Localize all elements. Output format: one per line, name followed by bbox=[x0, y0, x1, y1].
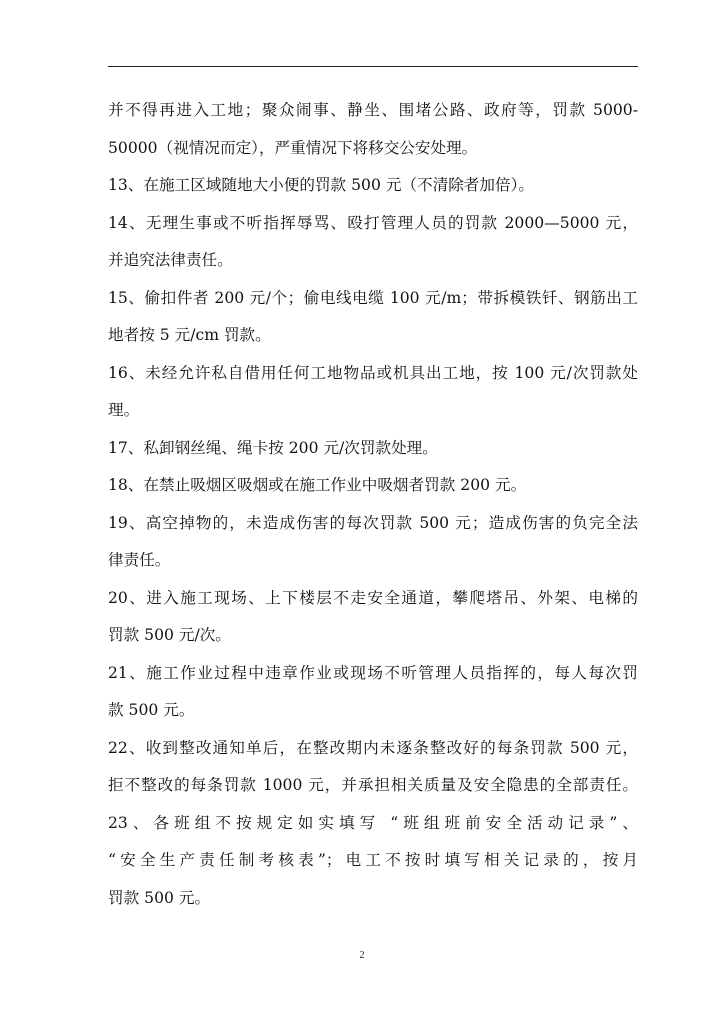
clause-17: 17、私卸钢丝绳、绳卡按 200 元/次罚款处理。 bbox=[108, 438, 438, 457]
text-line: 并追究法律责任。 bbox=[108, 251, 233, 269]
document-body bbox=[108, 92, 638, 917]
clause-18: 18、在禁止吸烟区吸烟或在施工作业中吸烟者罚款 200 元。 bbox=[108, 476, 527, 494]
text-line: 罚款 500 元。 bbox=[108, 888, 211, 907]
clause-15: 15、偷扣件者 200 元/个；偷电线电缆 100 元/m；带拆模铁钎、钢筋出工 bbox=[108, 288, 638, 307]
text-line: 律责任。 bbox=[108, 551, 171, 569]
text-line: 理。 bbox=[108, 401, 140, 419]
text-line: 罚款 500 元/次。 bbox=[108, 626, 231, 644]
page-number: 2 bbox=[359, 950, 365, 961]
clause-13: 13、在施工区域随地大小便的罚款 500 元（不清除者加倍）。 bbox=[108, 176, 534, 194]
text-line: 拒不整改的每条罚款 1000 元，并承担相关质量及安全隐患的全部责任。 bbox=[108, 776, 638, 794]
clause-20: 20、进入施工现场、上下楼层不走安全通道，攀爬塔吊、外架、电梯的 bbox=[108, 588, 638, 607]
text-line: “安全生产责任制考核表”；电工不按时填写相关记录的，按月 bbox=[108, 851, 638, 869]
clause-21: 21、施工作业过程中违章作业或现场不听管理人员指挥的，每人每次罚 bbox=[108, 663, 638, 682]
text-line: 并不得再进入工地；聚众闹事、静坐、围堵公路、政府等，罚款 5000- bbox=[108, 101, 638, 119]
clause-14: 14、无理生事或不听指挥辱骂、殴打管理人员的罚款 2000—5000 元， bbox=[108, 213, 638, 232]
text-line: 款 500 元。 bbox=[108, 701, 195, 719]
text-line: 50000（视情况而定），严重情况下将移交公安处理。 bbox=[108, 138, 478, 157]
header-rule bbox=[108, 66, 638, 67]
clause-16: 16、未经允许私自借用任何工地物品或机具出工地，按 100 元/次罚款处 bbox=[108, 363, 638, 382]
clause-23: 23、各班组不按规定如实填写 “班组班前安全活动记录”、 bbox=[108, 813, 638, 832]
text-line: 地者按 5 元/cm 罚款。 bbox=[108, 326, 271, 344]
clause-19: 19、高空掉物的，未造成伤害的每次罚款 500 元；造成伤害的负完全法 bbox=[108, 513, 638, 532]
clause-22: 22、收到整改通知单后，在整改期内未逐条整改好的每条罚款 500 元， bbox=[108, 738, 638, 757]
